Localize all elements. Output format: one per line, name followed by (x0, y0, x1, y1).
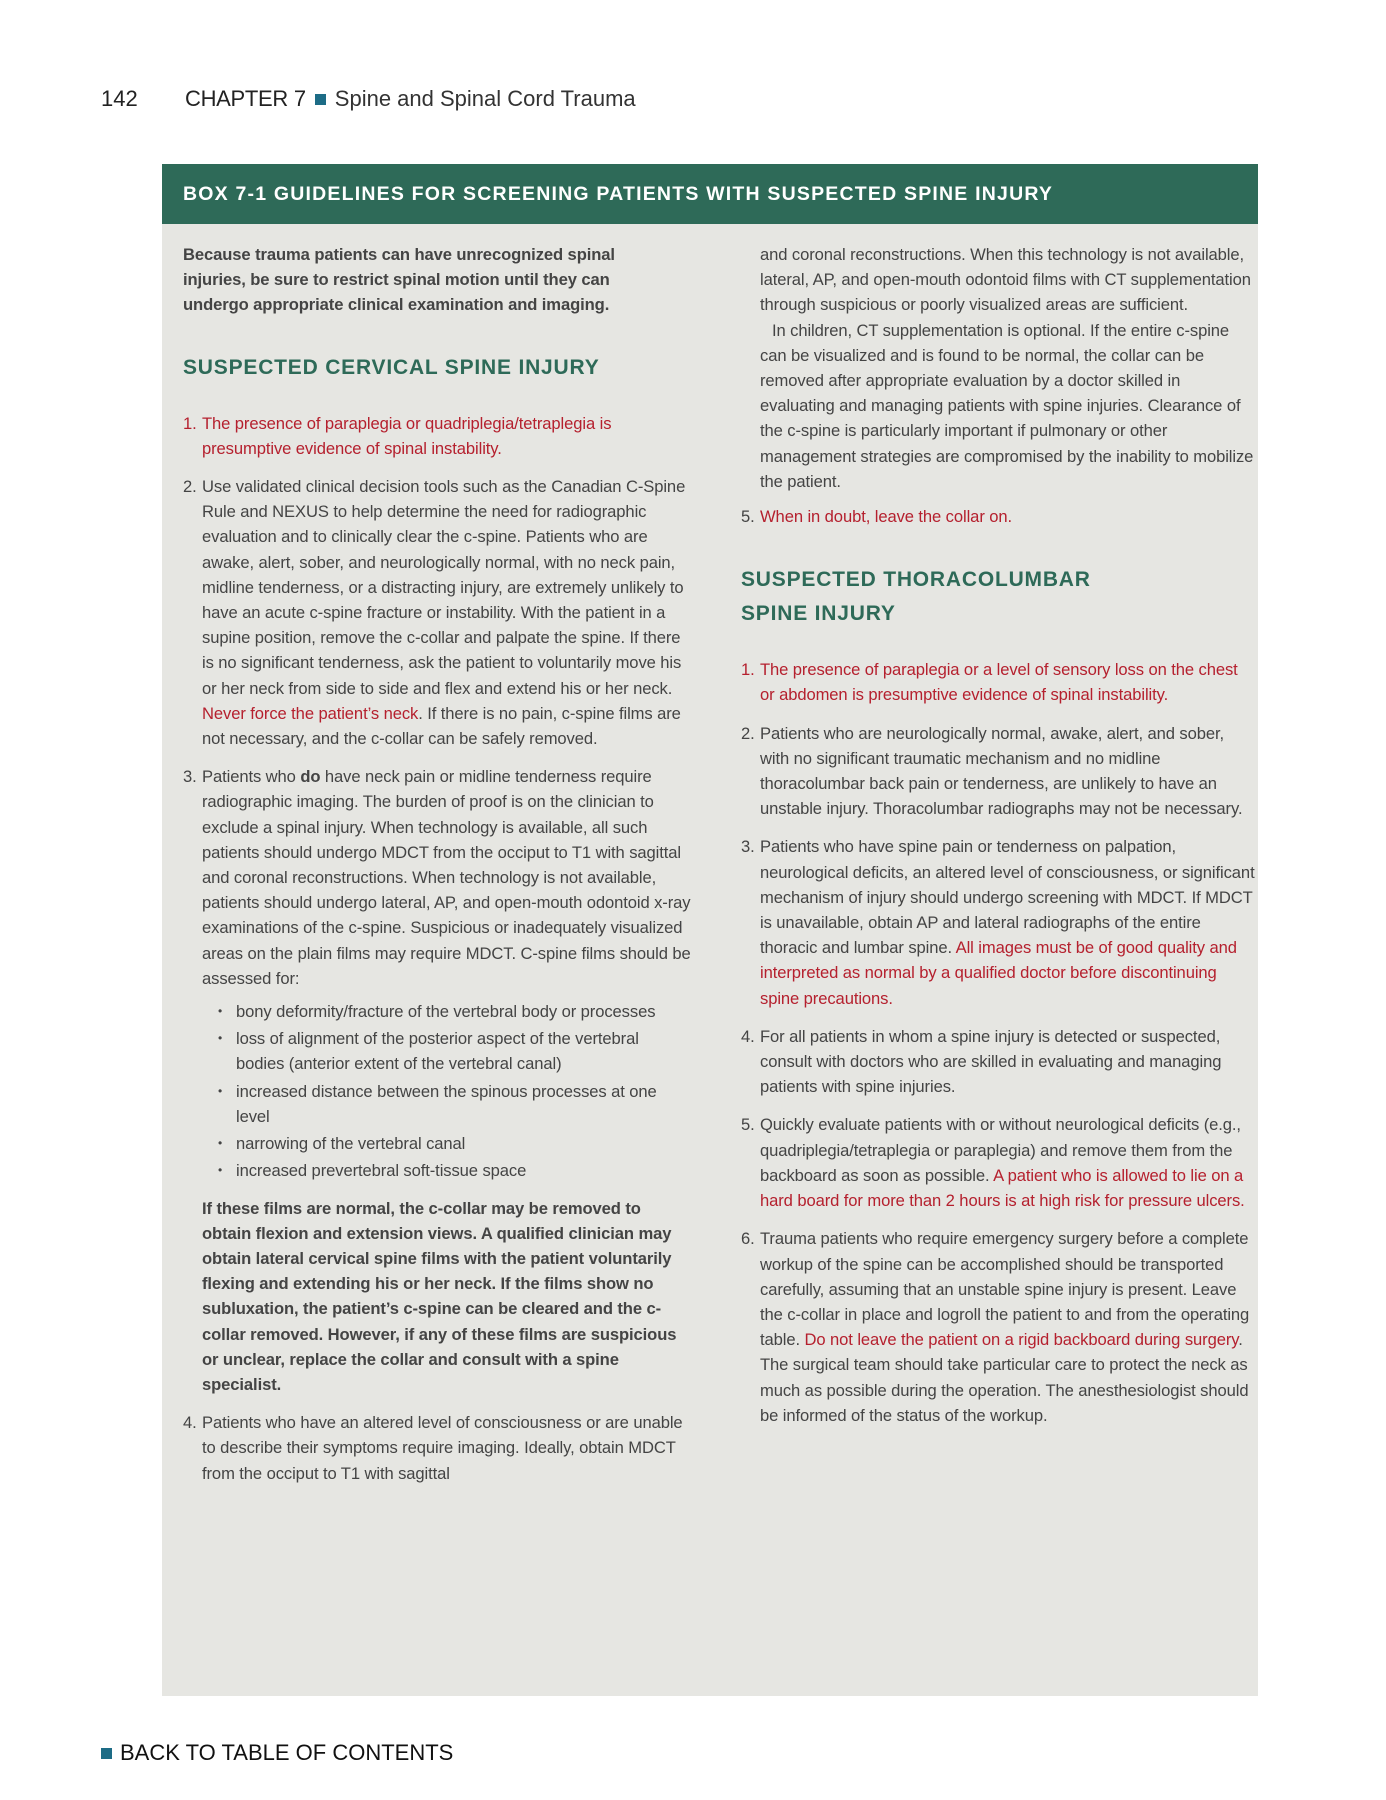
item-text: Use validated clinical decision tools such as the Canadian C-Spine Rule and NEXUS to help determine the need for radiographic evaluation and to clinically clear the c-spine. Patients who are awake, alert, sober, and neurologically normal, with no neck pain, midline tenderness, or a distracting injury, are extremely unlikely to have an acute c-spine fracture or instability. With the patient in a supine position, remove the c-collar and palpate the spine. If there is no significant tenderness, ask the patient to voluntarily move his or her neck from side to side and flex and extend his or her neck. (202, 477, 686, 698)
item-text: The presence of paraplegia or quadriplegia/tetraplegia is presumptive evidence of spinal instability. (202, 413, 612, 458)
chapter-subject: Spine and Spinal Cord Trauma (334, 86, 636, 111)
bullet-item: • increased distance between the spinous processes at one level (236, 1079, 691, 1129)
item-number: 2. (183, 477, 197, 497)
item-number: 3. (741, 837, 755, 857)
box-title: BOX 7-1 GUIDELINES FOR SCREENING PATIENTS WITH SUSPECTED SPINE INJURY (162, 164, 1258, 224)
list-item (183, 411, 691, 461)
list-item (741, 1024, 1256, 1100)
chapter-label: CHAPTER 7 (185, 86, 306, 111)
assessment-bullets (202, 999, 691, 1183)
followup-text: If these films are normal, the c-collar may be removed to obtain flexion and extension views. A qualified clinician may obtain lateral cervical spine films with the patient voluntarily flexing and extending his or her neck. If the films show no subluxation, the patient’s c-spine can be cleared and the c-collar removed. However, if any of these films are suspicious or unclear, replace the collar and consult with a spine specialist. (202, 1198, 677, 1394)
item-number: 1. (183, 413, 197, 433)
list-item (183, 764, 691, 1397)
item-bold: do (300, 767, 321, 787)
item-text: . The surgical team should take particular care to protect the neck as much as possible during the operation. The anesthesiologist should be informed of the status of the workup. (760, 1330, 1249, 1425)
page-number: 142 (101, 86, 138, 111)
item-number: 4. (183, 1413, 197, 1433)
item-text: The presence of paraplegia or a level of sensory loss on the chest or abdomen is presumptive evidence of spinal instability. (760, 660, 1238, 705)
item-number: 2. (741, 723, 755, 743)
item-text: Patients who are neurologically normal, awake, alert, and sober, with no significant traumatic mechanism and no midline thoracolumbar back pain or tenderness, are unlikely to have an unstable injury. Thoracolumbar radiographs may not be necessary. (760, 723, 1243, 819)
item-text: have neck pain or midline tenderness require radiographic imaging. The burden of proof is on the clinician to exclude a spinal injury. When technology is available, all such patients should undergo MDCT from the occiput to T1 with sagittal and coronal reconstructions. When technology is not available, patients should undergo lateral, AP, and open-mouth odontoid x-ray examinations of the c-spine. Suspicious or inadequately visualized areas on the plain films may require MDCT. C-spine films should be assessed for: (202, 767, 691, 988)
children-text: In children, CT supplementation is optional. If the entire c-spine can be visualized and is found to be normal, the collar can be removed after appropriate evaluation by a doctor skilled in evaluating and managing patients with spine injuries. Clearance of the c-spine is particularly important if pulmonary or other management strategies are compromised by the inability to mobilize the patient. (760, 320, 1254, 491)
item-emphasis: All images must be of good quality and interpreted as normal by a qualified doctor before discontinuing spine precautions. (760, 938, 1237, 1008)
running-head (101, 86, 636, 112)
toc-link-label[interactable]: BACK TO TABLE OF CONTENTS (120, 1740, 454, 1765)
list-item (741, 721, 1256, 822)
item-text: When in doubt, leave the collar on. (760, 507, 1013, 527)
list-item (741, 1112, 1256, 1213)
list-item (741, 1226, 1256, 1428)
guidelines-box (162, 164, 1258, 1696)
bullet-item: • narrowing of the vertebral canal (236, 1131, 691, 1156)
item-number: 6. (741, 1229, 755, 1249)
item-number: 3. (183, 767, 197, 787)
thoracolumbar-heading: SUSPECTED THORACOLUMBAR SPINE INJURY (741, 568, 1091, 626)
list-item (183, 1410, 691, 1486)
bullet-item: • loss of alignment of the posterior aspect of the vertebral bodies (anterior extent of the vertebral canal) (236, 1026, 691, 1076)
item-text: . If there is no pain, c-spine films are not necessary, and the c-collar can be safely removed. (202, 703, 681, 749)
item-number: 1. (741, 660, 755, 680)
square-marker-icon (315, 94, 326, 105)
cervical-heading: SUSPECTED CERVICAL SPINE INJURY (183, 355, 600, 379)
box-intro: Because trauma patients can have unrecognized spinal injuries, be sure to restrict spinal motion until they can undergo appropriate clinical examination and imaging. (183, 245, 615, 315)
item-number: 5. (741, 507, 755, 527)
back-to-toc-link[interactable] (101, 1740, 453, 1766)
item-text: Patients who have spine pain or tenderness on palpation, neurological deficits, an altered level of consciousness, or significant mechanism of injury should undergo screening with MDCT. If MDCT is unavailable, obtain AP and lateral radiographs of the entire thoracic and lumbar spine. (760, 837, 1255, 958)
left-column (183, 242, 691, 1499)
bullet-item: • increased prevertebral soft-tissue space (236, 1158, 691, 1183)
item-number: 4. (741, 1026, 755, 1046)
list-item (741, 834, 1256, 1010)
item-number: 5. (741, 1115, 755, 1135)
item-text: For all patients in whom a spine injury is detected or suspected, consult with doctors who are skilled in evaluating and managing patients with spine injuries. (760, 1026, 1222, 1097)
list-item (183, 474, 691, 751)
item-emphasis: Never force the patient’s neck (202, 703, 419, 723)
list-item (741, 504, 1256, 529)
bullet-item: • bony deformity/fracture of the vertebral body or processes (236, 999, 691, 1024)
item-text: Patients who have an altered level of consciousness or are unable to describe their symptoms require imaging. Ideally, obtain MDCT from the occiput to T1 with sagittal (202, 1413, 683, 1483)
item-text: Quickly evaluate patients with or without neurological deficits (e.g., quadriplegia/tetraplegia or paraplegia) and remove them from the backboard as soon as possible. (760, 1115, 1241, 1185)
item-emphasis: A patient who is allowed to lie on a hard board for more than 2 hours is at high risk for pressure ulcers. (760, 1165, 1245, 1211)
item-text: Patients who (202, 767, 301, 787)
item-emphasis: Do not leave the patient on a rigid backboard during surgery (804, 1330, 1239, 1350)
item-continued-text: and coronal reconstructions. When this technology is not available, lateral, AP, and open-mouth odontoid films with CT supplementation through suspicious or poorly visualized areas are sufficient. (760, 245, 1251, 315)
square-marker-icon (101, 1748, 112, 1759)
item-text: Trauma patients who require emergency surgery before a complete workup of the spine can be accomplished should be transported carefully, assuming that an unstable spine injury is present. Leave the c-collar in place and logroll the patient to and from the operating table. (760, 1229, 1250, 1350)
right-column (741, 242, 1256, 1441)
list-item (741, 657, 1256, 707)
